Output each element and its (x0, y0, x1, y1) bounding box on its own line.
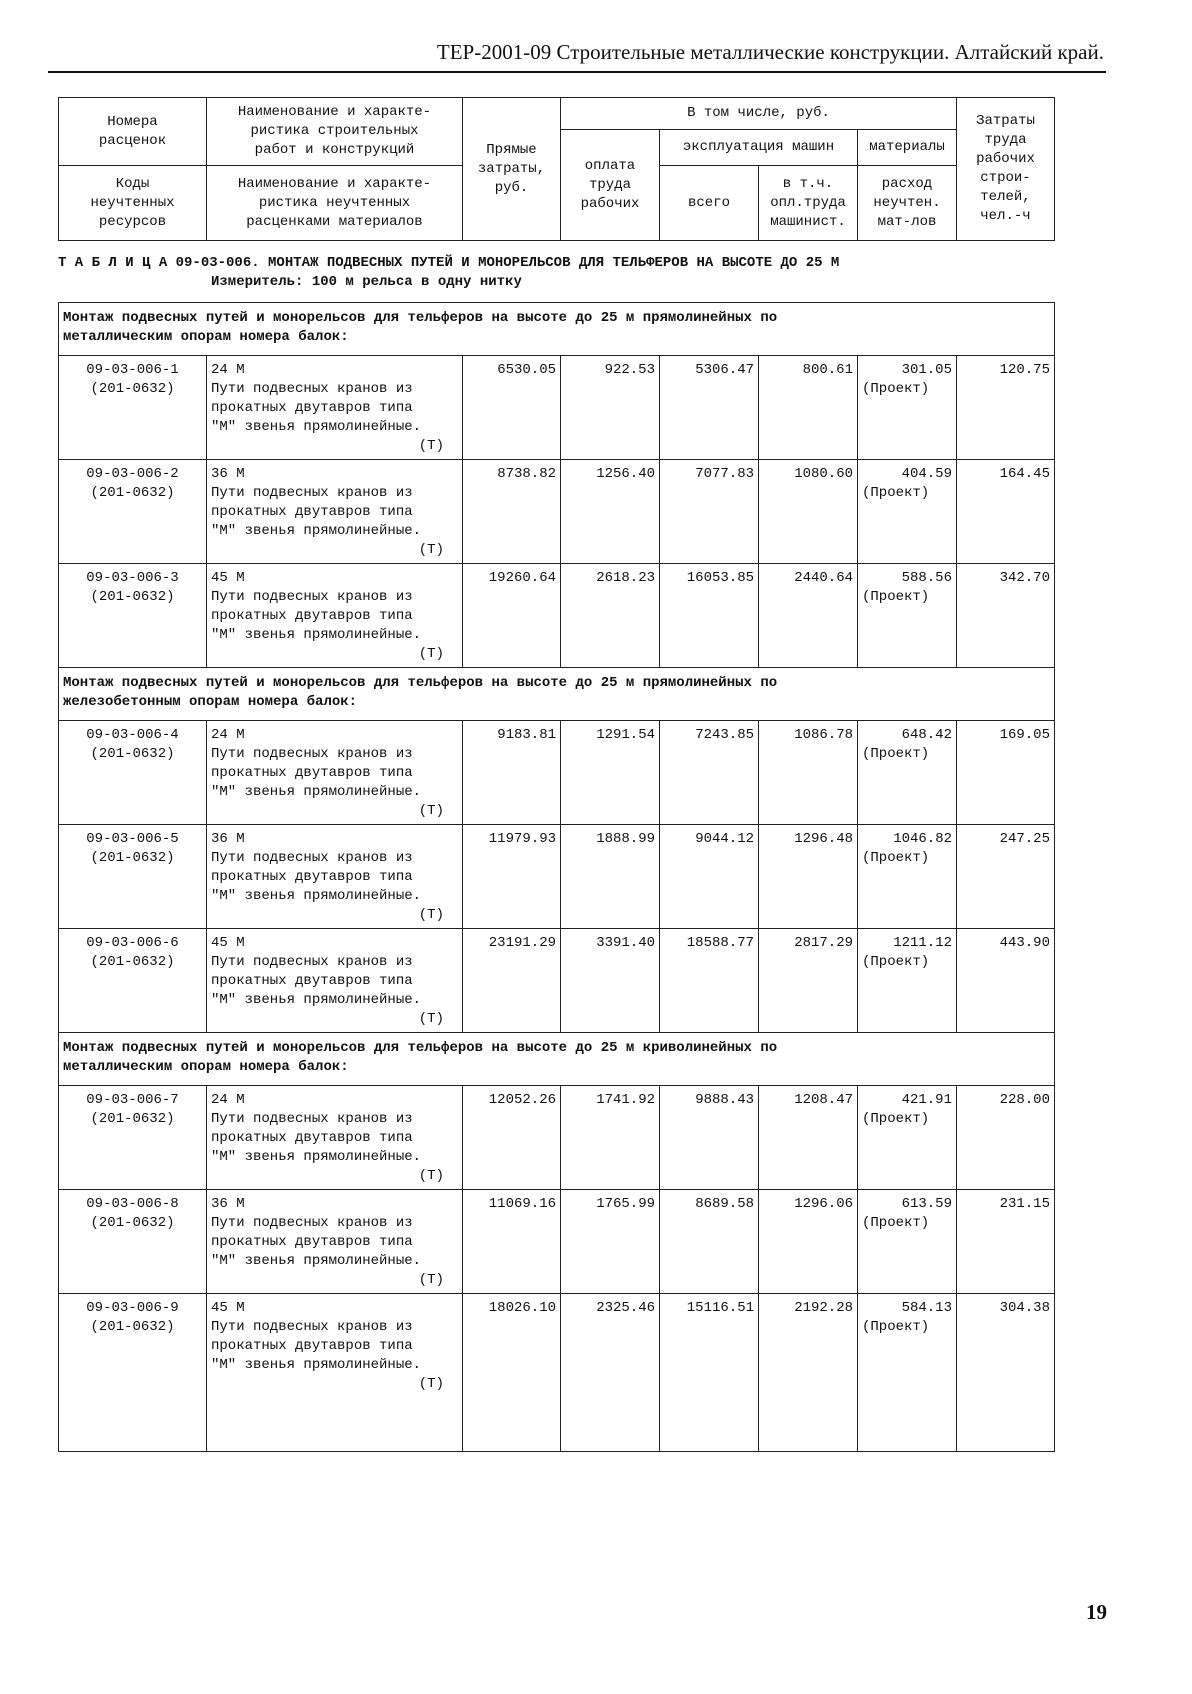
description-line: Пути подвесных кранов из (211, 850, 413, 866)
materials-cell (858, 825, 957, 929)
labor-value: 120.75 (957, 356, 1055, 460)
wages-value: 3391.40 (561, 929, 660, 1033)
col-codes-bottom: Коды неучтенных ресурсов (59, 166, 207, 241)
section-row (59, 1033, 1055, 1086)
description-line: Пути подвесных кранов из (211, 1215, 413, 1231)
description-line: "М" звенья прямолинейные. (211, 888, 422, 904)
project-note: (Проект) (862, 1111, 930, 1127)
materials-cell (858, 721, 957, 825)
col-codes-top: Номера расценок (59, 98, 207, 166)
description-line: Пути подвесных кранов из (211, 589, 413, 605)
description-line: прокатных двутавров типа (211, 765, 413, 781)
col-machines-total: всего (660, 166, 759, 241)
machines-total-value: 9044.12 (660, 825, 759, 929)
materials-value: 1211.12 (893, 935, 952, 951)
col-including: В том числе, руб. (561, 98, 957, 130)
materials-cell (858, 929, 957, 1033)
document-title: ТЕР-2001-09 Строительные металлические конструкции. Алтайский край. (436, 40, 1104, 64)
rate-code-cell (59, 929, 207, 1033)
col-labor-costs: Затраты труда рабочих строи- телей, чел.-ч (957, 98, 1055, 241)
section-title (59, 668, 1055, 721)
materials-value: 648.42 (901, 727, 952, 743)
resource-code: (201-0632) (90, 589, 175, 605)
project-note: (Проект) (862, 485, 930, 501)
rate-code-cell (59, 564, 207, 668)
unit-mark: (Т) (418, 907, 444, 923)
description-line: прокатных двутавров типа (211, 1234, 413, 1250)
description-line: Пути подвесных кранов из (211, 1111, 413, 1127)
description-line: прокатных двутавров типа (211, 973, 413, 989)
rate-code-cell (59, 825, 207, 929)
header-rule (48, 71, 1106, 73)
section-title (59, 303, 1055, 356)
resource-code: (201-0632) (90, 1111, 175, 1127)
unit-mark: (Т) (418, 803, 444, 819)
description-line: прокатных двутавров типа (211, 400, 413, 416)
direct-costs-value: 11069.16 (463, 1190, 561, 1294)
resource-code: (201-0632) (90, 954, 175, 970)
beam-size: 45 М (211, 1300, 245, 1316)
description-line: Пути подвесных кранов из (211, 954, 413, 970)
rate-code-cell (59, 1190, 207, 1294)
description-line: Пути подвесных кранов из (211, 381, 413, 397)
machines-total-value: 15116.51 (660, 1294, 759, 1452)
table-row (59, 825, 1055, 929)
direct-costs-value: 18026.10 (463, 1294, 561, 1452)
beam-size: 45 М (211, 935, 245, 951)
wages-value: 2618.23 (561, 564, 660, 668)
table-row (59, 721, 1055, 825)
rate-code-cell (59, 356, 207, 460)
materials-cell (858, 564, 957, 668)
section-title (59, 1033, 1055, 1086)
rate-code: 09-03-006-5 (86, 831, 179, 847)
wages-value: 1741.92 (561, 1086, 660, 1190)
materials-cell (858, 460, 957, 564)
direct-costs-value: 8738.82 (463, 460, 561, 564)
materials-value: 584.13 (901, 1300, 952, 1316)
machines-wage-value: 2440.64 (759, 564, 858, 668)
wages-value: 2325.46 (561, 1294, 660, 1452)
direct-costs-value: 11979.93 (463, 825, 561, 929)
direct-costs-value: 23191.29 (463, 929, 561, 1033)
rate-code: 09-03-006-6 (86, 935, 179, 951)
rates-table (58, 302, 1055, 1452)
table-row (59, 460, 1055, 564)
beam-size: 36 М (211, 831, 245, 847)
machines-total-value: 7077.83 (660, 460, 759, 564)
beam-size: 36 М (211, 1196, 245, 1212)
description-cell (207, 356, 463, 460)
resource-code: (201-0632) (90, 850, 175, 866)
section-title-line: железобетонным опорам номера балок: (63, 694, 358, 710)
rate-code: 09-03-006-3 (86, 570, 179, 586)
table-row (59, 929, 1055, 1033)
labor-value: 169.05 (957, 721, 1055, 825)
column-header-table (58, 97, 1055, 241)
description-line: "М" звенья прямолинейные. (211, 1149, 422, 1165)
resource-code: (201-0632) (90, 1319, 175, 1335)
materials-value: 301.05 (901, 362, 952, 378)
direct-costs-value: 19260.64 (463, 564, 561, 668)
unit-mark: (Т) (418, 646, 444, 662)
machines-total-value: 5306.47 (660, 356, 759, 460)
project-note: (Проект) (862, 850, 930, 866)
description-cell (207, 721, 463, 825)
machines-wage-value: 1296.06 (759, 1190, 858, 1294)
col-machines: эксплуатация машин (660, 130, 858, 166)
rate-code: 09-03-006-2 (86, 466, 179, 482)
rate-code-cell (59, 1086, 207, 1190)
wages-value: 1291.54 (561, 721, 660, 825)
description-line: "М" звенья прямолинейные. (211, 992, 422, 1008)
description-line: прокатных двутавров типа (211, 1130, 413, 1146)
unit-mark: (Т) (418, 438, 444, 454)
wages-value: 1256.40 (561, 460, 660, 564)
table-row (59, 1190, 1055, 1294)
rate-code-cell (59, 1294, 207, 1452)
table-row (59, 1086, 1055, 1190)
section-title-line: Монтаж подвесных путей и монорельсов для тельферов на высоте до 25 м прямолинейных по (63, 310, 778, 326)
beam-size: 45 М (211, 570, 245, 586)
description-line: прокатных двутавров типа (211, 869, 413, 885)
materials-value: 421.91 (901, 1092, 952, 1108)
section-title-line: Монтаж подвесных путей и монорельсов для тельферов на высоте до 25 м криволинейных по (63, 1040, 778, 1056)
wages-value: 1888.99 (561, 825, 660, 929)
description-line: "М" звенья прямолинейные. (211, 1253, 422, 1269)
table-row (59, 356, 1055, 460)
project-note: (Проект) (862, 746, 930, 762)
description-line: прокатных двутавров типа (211, 608, 413, 624)
description-line: Пути подвесных кранов из (211, 746, 413, 762)
wages-value: 922.53 (561, 356, 660, 460)
beam-size: 24 М (211, 727, 245, 743)
resource-code: (201-0632) (90, 1215, 175, 1231)
description-line: "М" звенья прямолинейные. (211, 1357, 422, 1373)
direct-costs-value: 9183.81 (463, 721, 561, 825)
table-title: Т А Б Л И Ц А 09-03-006. МОНТАЖ ПОДВЕСНЫХ ПУТЕЙ И МОНОРЕЛЬСОВ ДЛЯ ТЕЛЬФЕРОВ НА ВЫСОТЕ ДО 25 М (58, 255, 840, 271)
description-line: "М" звенья прямолинейные. (211, 627, 422, 643)
labor-value: 304.38 (957, 1294, 1055, 1452)
materials-cell (858, 1294, 957, 1452)
table-row (59, 564, 1055, 668)
section-title-line: металлическим опорам номера балок: (63, 329, 349, 345)
machines-wage-value: 1080.60 (759, 460, 858, 564)
table-caption (58, 254, 1058, 292)
project-note: (Проект) (862, 1319, 930, 1335)
machines-total-value: 8689.58 (660, 1190, 759, 1294)
table-measure: Измеритель: 100 м рельса в одну нитку (211, 274, 522, 290)
description-line: прокатных двутавров типа (211, 1338, 413, 1354)
materials-cell (858, 1086, 957, 1190)
description-line: "М" звенья прямолинейные. (211, 523, 422, 539)
col-materials-unaccounted: расход неучтен. мат-лов (858, 166, 957, 241)
project-note: (Проект) (862, 954, 930, 970)
rate-code: 09-03-006-9 (86, 1300, 179, 1316)
materials-value: 613.59 (901, 1196, 952, 1212)
section-row (59, 303, 1055, 356)
labor-value: 443.90 (957, 929, 1055, 1033)
description-cell (207, 460, 463, 564)
machines-wage-value: 1208.47 (759, 1086, 858, 1190)
description-cell (207, 825, 463, 929)
rate-code: 09-03-006-1 (86, 362, 179, 378)
unit-mark: (Т) (418, 1011, 444, 1027)
labor-value: 342.70 (957, 564, 1055, 668)
machines-wage-value: 800.61 (759, 356, 858, 460)
materials-cell (858, 356, 957, 460)
labor-value: 231.15 (957, 1190, 1055, 1294)
section-title-line: металлическим опорам номера балок: (63, 1059, 349, 1075)
machines-wage-value: 2192.28 (759, 1294, 858, 1452)
col-wages: оплата труда рабочих (561, 130, 660, 241)
materials-value: 404.59 (901, 466, 952, 482)
description-cell (207, 1086, 463, 1190)
unit-mark: (Т) (418, 1272, 444, 1288)
col-machines-operator-wage: в т.ч. опл.труда машинист. (759, 166, 858, 241)
labor-value: 247.25 (957, 825, 1055, 929)
rate-code-cell (59, 460, 207, 564)
materials-cell (858, 1190, 957, 1294)
section-row (59, 668, 1055, 721)
wages-value: 1765.99 (561, 1190, 660, 1294)
description-line: "М" звенья прямолинейные. (211, 784, 422, 800)
materials-value: 1046.82 (893, 831, 952, 847)
beam-size: 24 М (211, 362, 245, 378)
project-note: (Проект) (862, 1215, 930, 1231)
unit-mark: (Т) (418, 542, 444, 558)
unit-mark: (Т) (418, 1376, 444, 1392)
description-cell (207, 1190, 463, 1294)
materials-value: 588.56 (901, 570, 952, 586)
description-line: Пути подвесных кранов из (211, 1319, 413, 1335)
beam-size: 36 М (211, 466, 245, 482)
description-cell (207, 929, 463, 1033)
machines-wage-value: 1296.48 (759, 825, 858, 929)
rate-code: 09-03-006-4 (86, 727, 179, 743)
labor-value: 164.45 (957, 460, 1055, 564)
table-row (59, 1294, 1055, 1452)
project-note: (Проект) (862, 589, 930, 605)
rate-code-cell (59, 721, 207, 825)
unit-mark: (Т) (418, 1168, 444, 1184)
page-number: 19 (1086, 1600, 1107, 1624)
description-line: прокатных двутавров типа (211, 504, 413, 520)
description-line: Пути подвесных кранов из (211, 485, 413, 501)
description-cell (207, 1294, 463, 1452)
col-name-bottom: Наименование и характе- ристика неучтенных расценками материалов (207, 166, 463, 241)
project-note: (Проект) (862, 381, 930, 397)
description-line: "М" звенья прямолинейные. (211, 419, 422, 435)
machines-total-value: 18588.77 (660, 929, 759, 1033)
machines-total-value: 9888.43 (660, 1086, 759, 1190)
col-materials: материалы (858, 130, 957, 166)
direct-costs-value: 12052.26 (463, 1086, 561, 1190)
resource-code: (201-0632) (90, 746, 175, 762)
section-title-line: Монтаж подвесных путей и монорельсов для тельферов на высоте до 25 м прямолинейных по (63, 675, 778, 691)
direct-costs-value: 6530.05 (463, 356, 561, 460)
beam-size: 24 М (211, 1092, 245, 1108)
machines-wage-value: 1086.78 (759, 721, 858, 825)
labor-value: 228.00 (957, 1086, 1055, 1190)
machines-total-value: 7243.85 (660, 721, 759, 825)
description-cell (207, 564, 463, 668)
rate-code: 09-03-006-7 (86, 1092, 179, 1108)
resource-code: (201-0632) (90, 485, 175, 501)
machines-total-value: 16053.85 (660, 564, 759, 668)
col-name-top: Наименование и характе- ристика строительных работ и конструкций (207, 98, 463, 166)
rate-code: 09-03-006-8 (86, 1196, 179, 1212)
resource-code: (201-0632) (90, 381, 175, 397)
col-direct-costs: Прямые затраты, руб. (463, 98, 561, 241)
machines-wage-value: 2817.29 (759, 929, 858, 1033)
